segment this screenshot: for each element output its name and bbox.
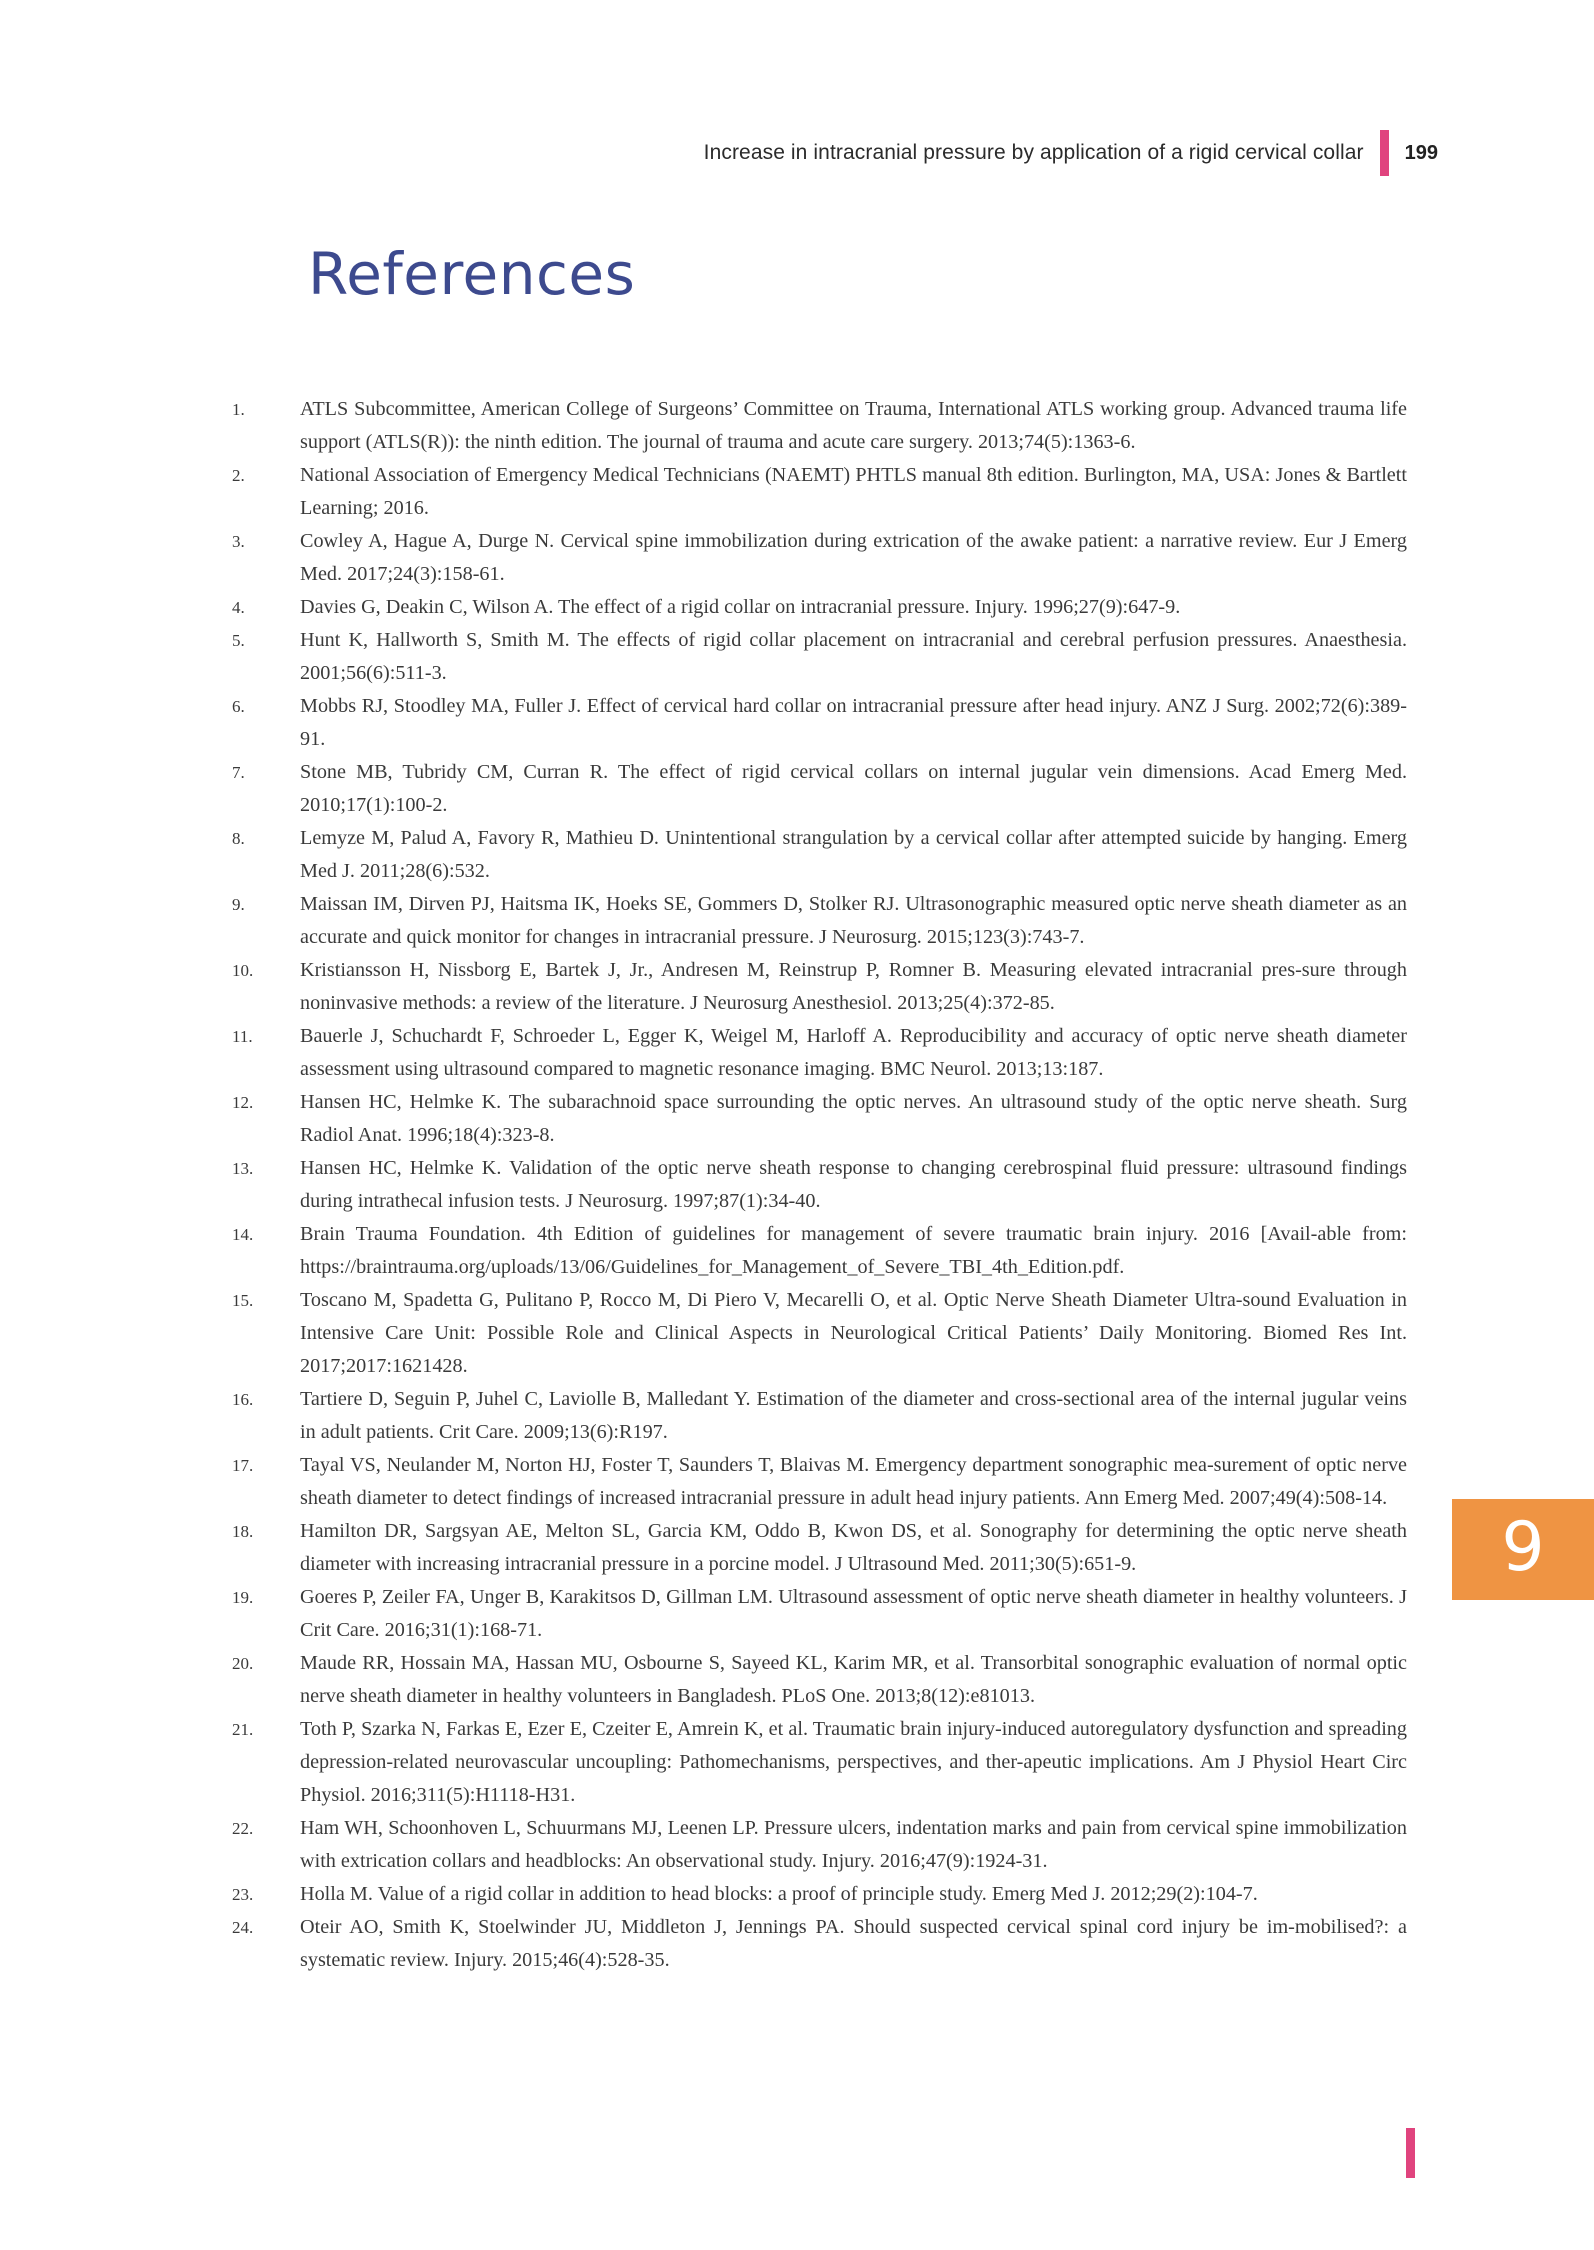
reference-number: 10. xyxy=(232,961,254,980)
reference-text: Goeres P, Zeiler FA, Unger B, Karakitsos D, Gillman LM. Ultrasound assessment of optic nerve sheath diameter in healthy volunteers. J Crit Care. 2016;31(1):168-71. xyxy=(300,1586,1407,1641)
reference-text: Tartiere D, Seguin P, Juhel C, Laviolle B, Malledant Y. Estimation of the diameter and cross-sectional area of the internal jugular veins in adult patients. Crit Care. 2009;13(6):R197. xyxy=(300,1388,1407,1443)
reference-item xyxy=(232,1086,1407,1152)
reference-text: Mobbs RJ, Stoodley MA, Fuller J. Effect of cervical hard collar on intracranial pressure after head injury. ANZ J Surg. 2002;72(6):389-91. xyxy=(300,695,1407,750)
reference-item xyxy=(232,1812,1407,1878)
reference-text: Stone MB, Tubridy CM, Curran R. The effect of rigid cervical collars on internal jugular vein dimensions. Acad Emerg Med. 2010;17(1):100-2. xyxy=(300,761,1407,816)
reference-number: 20. xyxy=(232,1654,254,1673)
reference-text: Toth P, Szarka N, Farkas E, Ezer E, Czeiter E, Amrein K, et al. Traumatic brain injury-induced autoregulatory dysfunction and spreading depression-related neurovascular uncoupling: Pathomechanisms, perspectives, and ther-apeutic implications. Am J Physiol Heart Circ Physiol. 2016;311(5):H1118-H31. xyxy=(300,1718,1407,1806)
reference-item xyxy=(232,459,1407,525)
reference-item xyxy=(232,1449,1407,1515)
reference-number: 13. xyxy=(232,1159,254,1178)
reference-item xyxy=(232,1878,1407,1911)
reference-text: Ham WH, Schoonhoven L, Schuurmans MJ, Leenen LP. Pressure ulcers, indentation marks and pain from cervical spine immobilization with extrication collars and headblocks: An observational study. Injury. 2016;47(9):1924-31. xyxy=(300,1817,1407,1872)
reference-text: Hunt K, Hallworth S, Smith M. The effects of rigid collar placement on intracranial and cerebral perfusion pressures. Anaesthesia. 2001;56(6):511-3. xyxy=(300,629,1407,684)
running-title: Increase in intracranial pressure by application of a rigid cervical collar xyxy=(703,141,1364,164)
chapter-tab xyxy=(1452,1499,1594,1600)
header-accent-bar xyxy=(1380,130,1389,176)
reference-text: Cowley A, Hague A, Durge N. Cervical spine immobilization during extrication of the awake patient: a narrative review. Eur J Emerg Med. 2017;24(3):158-61. xyxy=(300,530,1407,585)
reference-item xyxy=(232,954,1407,1020)
running-header xyxy=(704,130,1438,176)
reference-number: 19. xyxy=(232,1588,254,1607)
reference-text: Oteir AO, Smith K, Stoelwinder JU, Middleton J, Jennings PA. Should suspected cervical spinal cord injury be im-mobilised?: a systematic review. Injury. 2015;46(4):528-35. xyxy=(300,1916,1407,1971)
reference-text: ATLS Subcommittee, American College of Surgeons’ Committee on Trauma, International ATLS working group. Advanced trauma life support (ATLS(R)): the ninth edition. The journal of trauma and acute care surgery. 2013;74(5):1363-6. xyxy=(300,398,1407,453)
reference-text: Davies G, Deakin C, Wilson A. The effect of a rigid collar on intracranial pressure. Injury. 1996;27(9):647-9. xyxy=(300,596,1181,618)
reference-item xyxy=(232,1515,1407,1581)
reference-number: 9. xyxy=(232,895,245,914)
reference-text: Hansen HC, Helmke K. The subarachnoid space surrounding the optic nerves. An ultrasound study of the optic nerve sheath. Surg Radiol Anat. 1996;18(4):323-8. xyxy=(300,1091,1407,1146)
reference-item xyxy=(232,756,1407,822)
reference-number: 3. xyxy=(232,532,245,551)
reference-text: Brain Trauma Foundation. 4th Edition of guidelines for management of severe traumatic brain injury. 2016 [Avail-able from: https://braintrauma.org/uploads/13/06/Guidelines_for_Management_of_Severe_TBI_4th_Edition.pdf. xyxy=(300,1223,1407,1278)
reference-item xyxy=(232,690,1407,756)
reference-number: 16. xyxy=(232,1390,254,1409)
reference-number: 8. xyxy=(232,829,245,848)
reference-number: 18. xyxy=(232,1522,254,1541)
reference-item xyxy=(232,1218,1407,1284)
reference-text: Lemyze M, Palud A, Favory R, Mathieu D. Unintentional strangulation by a cervical collar after attempted suicide by hanging. Emerg Med J. 2011;28(6):532. xyxy=(300,827,1407,882)
reference-text: Kristiansson H, Nissborg E, Bartek J, Jr., Andresen M, Reinstrup P, Romner B. Measuring elevated intracranial pres-sure through noninvasive methods: a review of the literature. J Neurosurg Anesthesiol. 2013;25(4):372-85. xyxy=(300,959,1407,1014)
reference-text: Hamilton DR, Sargsyan AE, Melton SL, Garcia KM, Oddo B, Kwon DS, et al. Sonography for determining the optic nerve sheath diameter with increasing intracranial pressure in a porcine model. J Ultrasound Med. 2011;30(5):651-9. xyxy=(300,1520,1407,1575)
reference-number: 15. xyxy=(232,1291,254,1310)
reference-text: Toscano M, Spadetta G, Pulitano P, Rocco M, Di Piero V, Mecarelli O, et al. Optic Nerve Sheath Diameter Ultra-sound Evaluation in Intensive Care Unit: Possible Role and Clinical Aspects in Neurological Critical Patients’ Daily Monitoring. Biomed Res Int. 2017;2017:1621428. xyxy=(300,1289,1407,1377)
reference-list xyxy=(232,393,1407,1977)
reference-number: 12. xyxy=(232,1093,254,1112)
reference-number: 17. xyxy=(232,1456,254,1475)
reference-item xyxy=(232,393,1407,459)
reference-item xyxy=(232,822,1407,888)
reference-item xyxy=(232,591,1407,624)
reference-item xyxy=(232,1911,1407,1977)
reference-text: Tayal VS, Neulander M, Norton HJ, Foster T, Saunders T, Blaivas M. Emergency department sonographic mea-surement of optic nerve sheath diameter to detect findings of increased intracranial pressure in adult head injury patients. Ann Emerg Med. 2007;49(4):508-14. xyxy=(300,1454,1407,1509)
reference-text: National Association of Emergency Medical Technicians (NAEMT) PHTLS manual 8th edition. Burlington, MA, USA: Jones & Bartlett Learning; 2016. xyxy=(300,464,1407,519)
reference-number: 24. xyxy=(232,1918,254,1937)
reference-item xyxy=(232,1284,1407,1383)
reference-item xyxy=(232,624,1407,690)
reference-number: 6. xyxy=(232,697,245,716)
reference-text: Maude RR, Hossain MA, Hassan MU, Osbourne S, Sayeed KL, Karim MR, et al. Transorbital sonographic evaluation of normal optic nerve sheath diameter in healthy volunteers in Bangladesh. PLoS One. 2013;8(12):e81013. xyxy=(300,1652,1407,1707)
reference-number: 21. xyxy=(232,1720,254,1739)
reference-number: 11. xyxy=(232,1027,253,1046)
reference-number: 23. xyxy=(232,1885,254,1904)
section-title: References xyxy=(308,240,636,308)
reference-item xyxy=(232,525,1407,591)
reference-item xyxy=(232,1713,1407,1812)
reference-item xyxy=(232,888,1407,954)
reference-item xyxy=(232,1383,1407,1449)
reference-text: Maissan IM, Dirven PJ, Haitsma IK, Hoeks SE, Gommers D, Stolker RJ. Ultrasonographic measured optic nerve sheath diameter as an accurate and quick monitor for changes in intracranial pressure. J Neurosurg. 2015;123(3):743-7. xyxy=(300,893,1407,948)
reference-number: 5. xyxy=(232,631,245,650)
reference-number: 4. xyxy=(232,598,245,617)
reference-number: 22. xyxy=(232,1819,254,1838)
reference-number: 14. xyxy=(232,1225,254,1244)
chapter-number: 9 xyxy=(1501,1507,1545,1587)
reference-number: 7. xyxy=(232,763,245,782)
reference-number: 2. xyxy=(232,466,245,485)
reference-item xyxy=(232,1647,1407,1713)
page-number: 199 xyxy=(1404,141,1438,164)
reference-item xyxy=(232,1152,1407,1218)
reference-text: Hansen HC, Helmke K. Validation of the optic nerve sheath response to changing cerebrospinal fluid pressure: ultrasound findings during intrathecal infusion tests. J Neurosurg. 1997;87(1):34-40. xyxy=(300,1157,1407,1212)
reference-item xyxy=(232,1020,1407,1086)
reference-number: 1. xyxy=(232,400,245,419)
footer-accent-bar xyxy=(1406,2128,1415,2178)
reference-text: Bauerle J, Schuchardt F, Schroeder L, Egger K, Weigel M, Harloff A. Reproducibility and accuracy of optic nerve sheath diameter assessment using ultrasound compared to magnetic resonance imaging. BMC Neurol. 2013;13:187. xyxy=(300,1025,1407,1080)
reference-item xyxy=(232,1581,1407,1647)
reference-text: Holla M. Value of a rigid collar in addition to head blocks: a proof of principle study. Emerg Med J. 2012;29(2):104-7. xyxy=(300,1883,1258,1905)
